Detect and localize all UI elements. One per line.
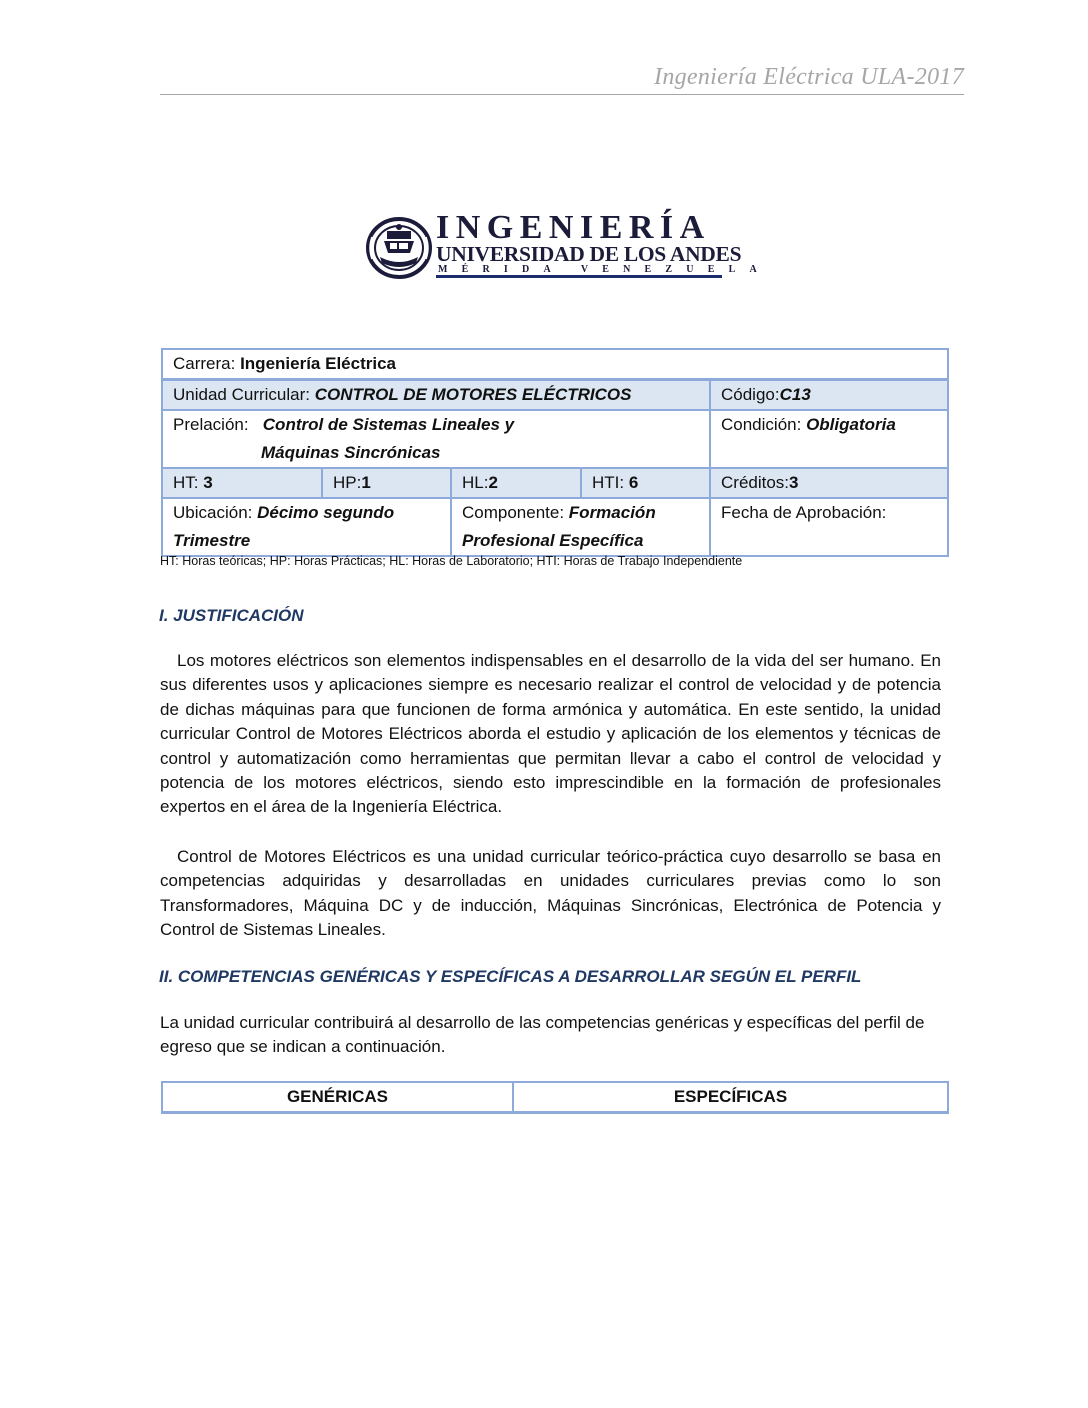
ubicacion-value-1: Décimo segundo: [257, 503, 395, 522]
ubicacion-value-2: Trimestre: [173, 531, 251, 550]
hp-label: HP:: [333, 473, 362, 492]
ubicacion-cell: [162, 498, 451, 556]
creditos-cell: [710, 468, 948, 498]
hp-cell: [322, 468, 451, 498]
condicion-label: Condición:: [721, 415, 807, 434]
unidad-value: CONTROL DE MOTORES ELÉCTRICOS: [314, 385, 632, 404]
carrera-value: Ingeniería Eléctrica: [240, 354, 396, 373]
hl-label: HL:: [462, 473, 489, 492]
componente-value-1: Formación: [568, 503, 656, 522]
hp-value: 1: [361, 473, 371, 492]
ht-value: 3: [203, 473, 213, 492]
prelacion-cell: [162, 410, 710, 468]
genericas-header: GENÉRICAS: [162, 1082, 513, 1113]
prelacion-label: Prelación:: [173, 415, 254, 434]
ht-cell: [162, 468, 322, 498]
creditos-value: 3: [789, 473, 799, 492]
section-justificacion-title: I. JUSTIFICACIÓN: [159, 606, 304, 625]
competencias-table: [161, 1081, 949, 1114]
codigo-value: C13: [779, 385, 811, 404]
hl-value: 2: [488, 473, 498, 492]
logo-underline: [436, 275, 722, 278]
university-seal-icon: [366, 217, 432, 279]
course-info-table: [161, 348, 949, 557]
hti-cell: [581, 468, 710, 498]
hti-label: HTI:: [592, 473, 629, 492]
unidad-cell: [162, 380, 710, 411]
hl-cell: [451, 468, 581, 498]
condicion-value: Obligatoria: [806, 415, 896, 434]
componente-cell: [451, 498, 710, 556]
condicion-cell: [710, 410, 948, 468]
running-header: Ingeniería Eléctrica ULA-2017: [654, 64, 964, 90]
competencias-paragraph: La unidad curricular contribuirá al desarrollo de las competencias genéricas y específicas del perfil de egreso que se indican a continuación.: [160, 1013, 925, 1057]
hti-value: 6: [628, 473, 639, 492]
unidad-label: Unidad Curricular:: [173, 385, 315, 404]
header-rule: [160, 94, 964, 95]
logo-title: INGENIERÍA: [436, 209, 711, 246]
componente-label: Componente:: [462, 503, 569, 522]
fecha-cell: [710, 498, 948, 556]
componente-value-2: Profesional Específica: [462, 531, 644, 550]
section-competencias-title: II. COMPETENCIAS GENÉRICAS Y ESPECÍFICAS A DESARROLLAR SEGÚN EL PERFIL: [159, 967, 862, 986]
prelacion-value-1: Control de Sistemas Lineales y: [262, 415, 515, 434]
university-logo: [366, 209, 771, 279]
fecha-label: Fecha de Aprobación:: [721, 503, 887, 522]
codigo-label: Código:: [721, 385, 780, 404]
creditos-label: Créditos:: [721, 473, 790, 492]
ubicacion-label: Ubicación:: [173, 503, 258, 522]
carrera-cell: [162, 349, 948, 380]
justificacion-paragraph-2: Control de Motores Eléctricos es una unidad curricular teórico-práctica cuyo desarrollo se basa en competencias adquiridas y desarrolladas en unidades curriculares previas como lo son Transformadores, Máquina DC y de inducción, Máquinas Sincrónicas, Electrónica de Potencia y Control de Sistemas Lineales.: [160, 847, 941, 940]
logo-location: MÉRIDA VENEZUELA: [438, 264, 771, 275]
especificas-header: ESPECÍFICAS: [513, 1082, 948, 1113]
carrera-label: Carrera:: [173, 354, 241, 373]
prelacion-value-2: Máquinas Sincrónicas: [261, 443, 441, 462]
logo-university: UNIVERSIDAD DE LOS ANDES: [436, 242, 742, 266]
codigo-cell: [710, 380, 948, 411]
justificacion-paragraph-1: Los motores eléctricos son elementos indispensables en el desarrollo de la vida del ser humano. En sus diferentes usos y aplicaciones siempre es necesario realizar el control de velocidad y de potencia de dichas máquinas para que funcionen de forma armónica y automática. En este sentido, la unidad curricular Control de Motores Eléctricos aborda el estudio y aplicación de los elementos y técnicas de control y automatización como herramientas que permitan llevar a cabo el control de velocidad y potencia de los motores eléctricos, siendo esto imprescindible en la formación de profesionales expertos en el área de la Ingeniería Eléctrica.: [160, 651, 941, 817]
ht-label: HT:: [173, 473, 204, 492]
hours-footnote: HT: Horas teóricas; HP: Horas Prácticas; HL: Horas de Laboratorio; HTI: Horas de Trabajo Independiente: [160, 554, 743, 568]
